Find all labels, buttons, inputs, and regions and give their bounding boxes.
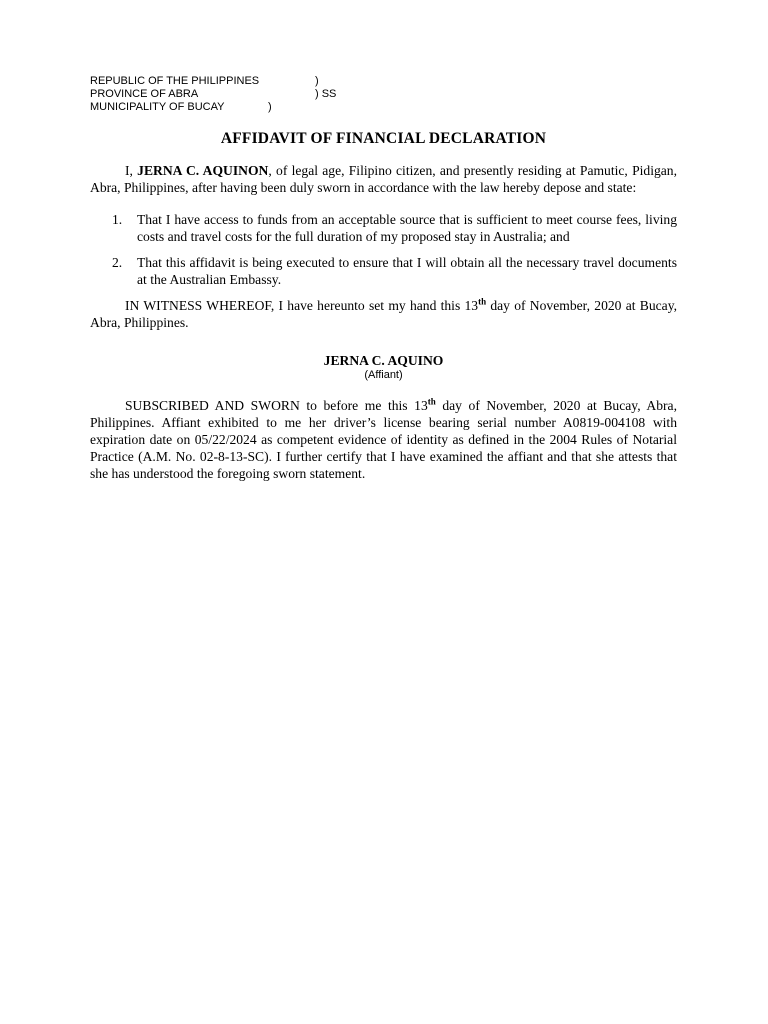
- affiant-role-label: (Affiant): [364, 369, 403, 381]
- statement-list: [90, 211, 677, 288]
- jurat-paragraph: [90, 397, 677, 482]
- venue-line-province: PROVINCE OF ABRA: [90, 88, 199, 100]
- intro-paragraph: [90, 162, 677, 196]
- list-item-text: That this affidavit is being executed to ensure that I will obtain all the necessary travel documents at the Australian Embassy.: [137, 255, 677, 287]
- document-body: [90, 162, 677, 482]
- venue-paren-3: ): [268, 101, 272, 113]
- affiant-name-intro: JERNA C. AQUINON: [137, 163, 269, 178]
- intro-post: , of legal age, Filipino citizen, and presently residing at Pamutic, Pidigan, Abra, Philippines, after having been duly sworn in accordance with the law hereby depose and state:: [90, 163, 678, 195]
- jurat-sup: th: [427, 396, 436, 407]
- witness-post: day of November, 2020 at Bucay, Abra, Philippines.: [90, 298, 678, 330]
- witness-paragraph: [90, 297, 677, 331]
- list-item-text: That I have access to funds from an acceptable source that is sufficient to meet course fees, living costs and travel costs for the full duration of my proposed stay in Australia; and: [137, 212, 677, 244]
- witness-sup: th: [478, 296, 487, 307]
- jurat-pre: SUBSCRIBED AND SWORN to before me this 13: [125, 398, 428, 413]
- list-item: [90, 254, 677, 288]
- affidavit-document: [90, 75, 677, 482]
- venue-paren-1: ): [315, 75, 319, 87]
- witness-pre: IN WITNESS WHEREOF, I have hereunto set my hand this 13: [125, 298, 479, 313]
- list-item-number: 1.: [112, 212, 123, 227]
- venue-paren-ss: ) SS: [315, 88, 337, 100]
- signature-block: [90, 353, 677, 382]
- affiant-signature-name: JERNA C. AQUINO: [323, 353, 444, 368]
- list-item-number: 2.: [112, 255, 123, 270]
- venue-line-republic: REPUBLIC OF THE PHILIPPINES: [90, 75, 260, 87]
- jurat-post: day of November, 2020 at Bucay, Abra, Philippines. Affiant exhibited to me her driver’s license bearing serial number A0819-004108 with expiration date on 05/22/2024 as competent evidence of identity as defined in the 2004 Rules of Notarial Practice (A.M. No. 02-8-13-SC). I further certify that I have examined the affiant and that she attests that she has understood the foregoing sworn statement.: [90, 398, 677, 481]
- venue-line-municipality: MUNICIPALITY OF BUCAY: [90, 101, 225, 113]
- list-item: [90, 211, 677, 245]
- venue-block: [90, 75, 677, 115]
- intro-pre: I,: [125, 163, 138, 178]
- document-title: AFFIDAVIT OF FINANCIAL DECLARATION: [220, 130, 547, 147]
